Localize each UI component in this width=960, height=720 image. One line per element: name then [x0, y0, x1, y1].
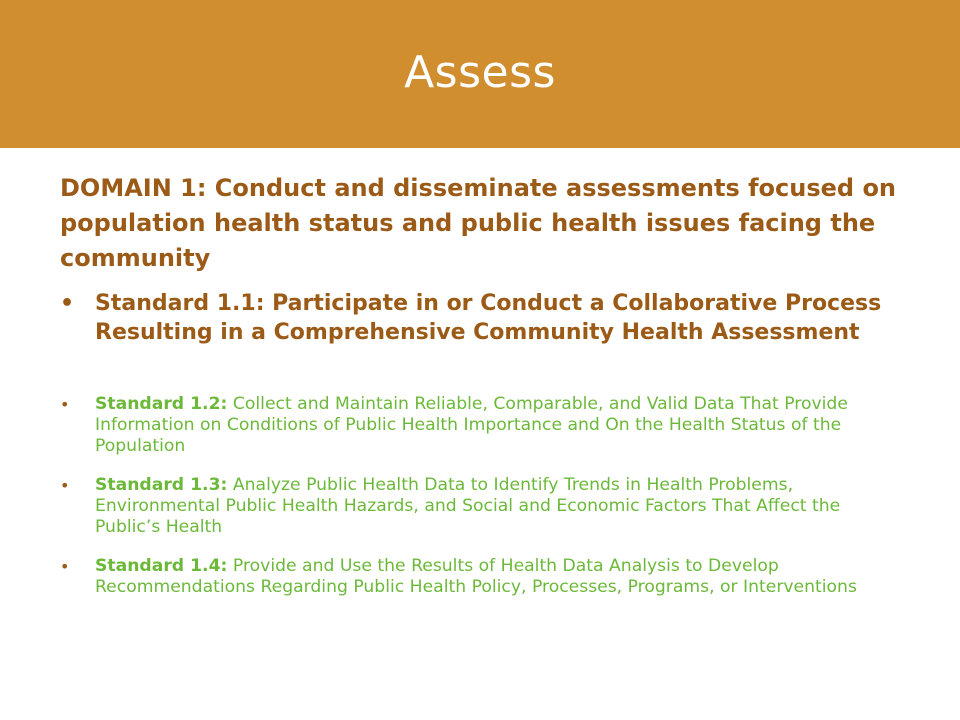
bullet-icon: •	[60, 557, 70, 576]
list-item-standard-1-4	[60, 556, 910, 598]
bullet-icon: •	[60, 291, 75, 316]
standard-1-2-text: Collect and Maintain Reliable, Comparable, and Valid Data That Provide Information on Conditions of Public Health Importance and On the Health Status of the Population	[95, 394, 848, 456]
slide-title: Assess	[404, 46, 556, 98]
bullet-icon: •	[60, 395, 70, 414]
bullet-icon: •	[60, 476, 70, 495]
standard-main-list	[60, 289, 910, 347]
list-item-standard-1-3	[60, 475, 910, 538]
standard-1-3-text: Analyze Public Health Data to Identify Trends in Health Problems, Environmental Public Health Hazards, and Social and Economic Factors That Affect the Public’s Health	[95, 475, 841, 537]
standard-sub-list	[60, 394, 910, 616]
standard-1-3-label: Standard 1.3:	[95, 475, 228, 495]
list-item-standard-1-2	[60, 394, 910, 457]
standard-1-2-label: Standard 1.2:	[95, 394, 228, 414]
standard-1-4-label: Standard 1.4:	[95, 556, 228, 576]
list-item-standard-1-1	[60, 289, 910, 347]
standard-1-4-text: Provide and Use the Results of Health Data Analysis to Develop Recommendations Regarding Public Health Policy, Processes, Programs, or Interventions	[95, 556, 857, 597]
title-banner	[0, 0, 960, 148]
domain-heading: DOMAIN 1: Conduct and disseminate assessments focused on population health status and public health issues facing the community	[60, 174, 897, 272]
standard-1-1-text: Standard 1.1: Participate in or Conduct a Collaborative Process Resulting in a Comprehensive Community Health Assessment	[95, 291, 882, 345]
